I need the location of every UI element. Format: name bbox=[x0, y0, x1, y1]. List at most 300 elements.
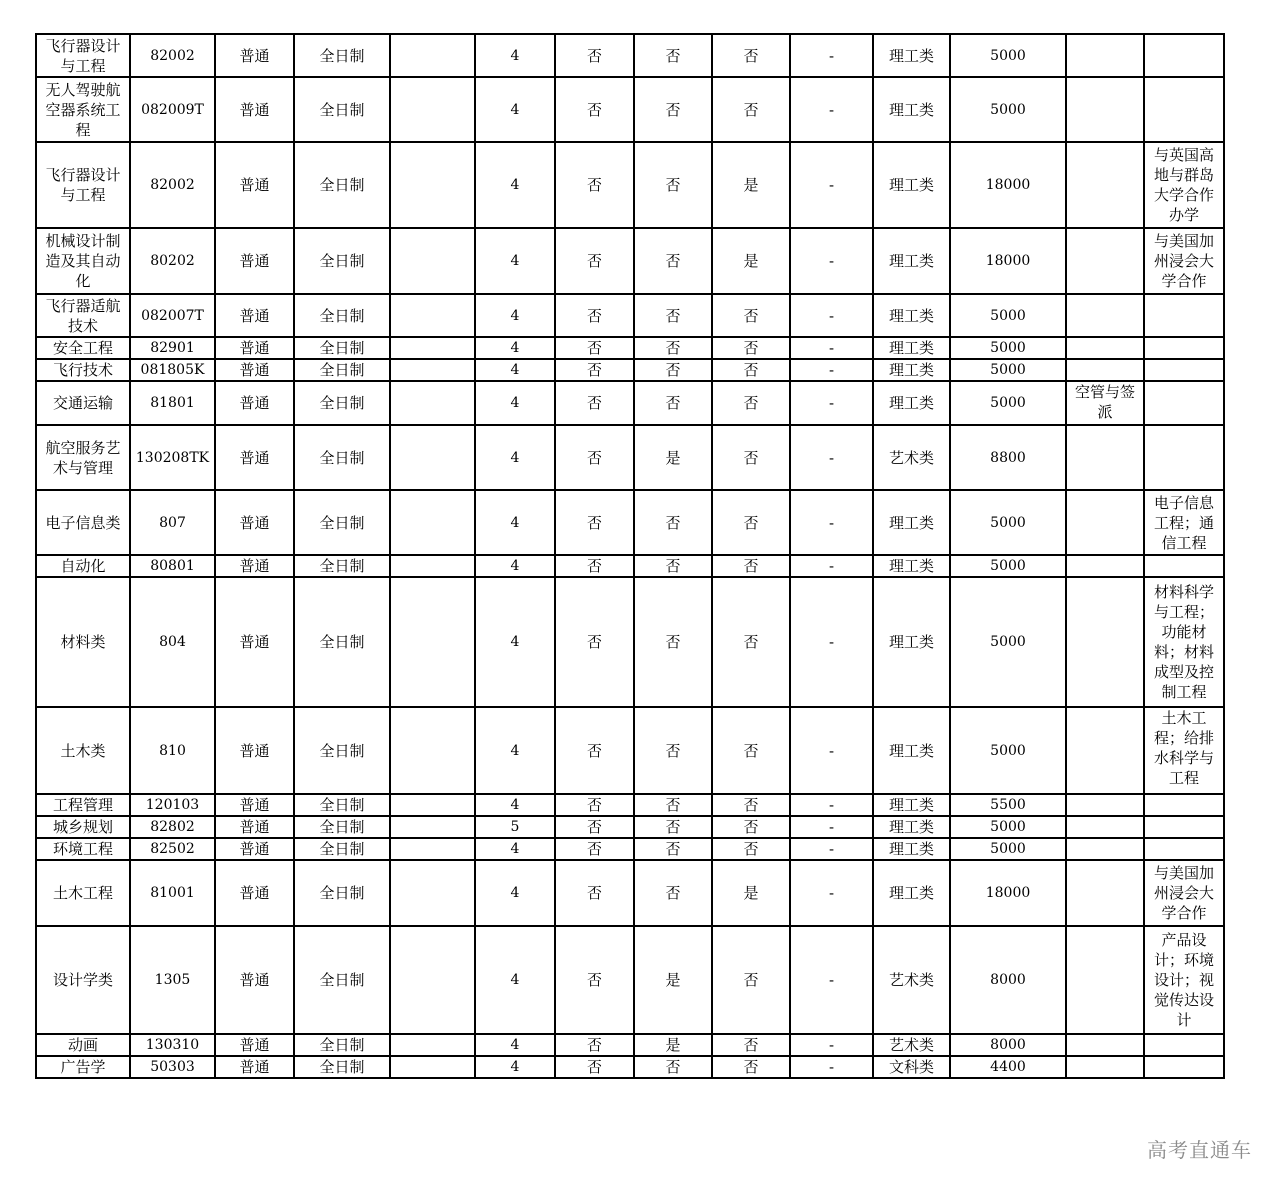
flag-cell: 否 bbox=[712, 294, 790, 337]
study-mode-cell: 全日制 bbox=[294, 77, 390, 142]
remarks-cell: 产品设计；环境设计；视觉传达设计 bbox=[1144, 926, 1224, 1034]
category-cell: 理工类 bbox=[873, 794, 950, 816]
tuition-cell: 5000 bbox=[950, 555, 1066, 577]
study-mode-cell: 全日制 bbox=[294, 359, 390, 381]
table-row bbox=[36, 77, 1224, 142]
flag-cell: 否 bbox=[634, 77, 712, 142]
flag-cell: 否 bbox=[555, 1056, 634, 1078]
blank-cell bbox=[390, 425, 475, 490]
blank-cell bbox=[390, 337, 475, 359]
category-cell: 理工类 bbox=[873, 860, 950, 926]
study-mode-cell: 全日制 bbox=[294, 838, 390, 860]
flag-cell: 否 bbox=[712, 359, 790, 381]
tuition-cell: 5000 bbox=[950, 77, 1066, 142]
blank-cell bbox=[390, 926, 475, 1034]
years-cell: 4 bbox=[475, 77, 555, 142]
study-mode-cell: 全日制 bbox=[294, 707, 390, 794]
watermark-text: 高考直通车 bbox=[1147, 1138, 1252, 1162]
years-cell: 4 bbox=[475, 337, 555, 359]
flag-cell: 否 bbox=[634, 294, 712, 337]
major-code-cell: 82002 bbox=[130, 142, 215, 228]
flag-cell: 否 bbox=[634, 577, 712, 707]
flag-cell: 否 bbox=[555, 294, 634, 337]
blank-cell bbox=[390, 816, 475, 838]
years-cell: 4 bbox=[475, 294, 555, 337]
years-cell: 4 bbox=[475, 555, 555, 577]
major-name-cell: 广告学 bbox=[36, 1056, 130, 1078]
dash-cell: - bbox=[790, 490, 873, 555]
major-code-cell: 80801 bbox=[130, 555, 215, 577]
remarks-cell bbox=[1144, 294, 1224, 337]
remarks-cell: 与美国加州浸会大学合作 bbox=[1144, 860, 1224, 926]
flag-cell: 否 bbox=[712, 577, 790, 707]
blank-cell bbox=[390, 1056, 475, 1078]
table-row bbox=[36, 816, 1224, 838]
level-cell: 普通 bbox=[215, 77, 294, 142]
dash-cell: - bbox=[790, 926, 873, 1034]
flag-cell: 否 bbox=[555, 926, 634, 1034]
level-cell: 普通 bbox=[215, 381, 294, 425]
table-row bbox=[36, 228, 1224, 294]
category-cell: 理工类 bbox=[873, 381, 950, 425]
dash-cell: - bbox=[790, 359, 873, 381]
flag-cell: 否 bbox=[555, 555, 634, 577]
direction-cell bbox=[1066, 337, 1144, 359]
blank-cell bbox=[390, 577, 475, 707]
major-name-cell: 设计学类 bbox=[36, 926, 130, 1034]
blank-cell bbox=[390, 228, 475, 294]
flag-cell: 是 bbox=[634, 425, 712, 490]
years-cell: 4 bbox=[475, 1034, 555, 1056]
years-cell: 4 bbox=[475, 838, 555, 860]
tuition-cell: 18000 bbox=[950, 860, 1066, 926]
flag-cell: 否 bbox=[712, 707, 790, 794]
study-mode-cell: 全日制 bbox=[294, 555, 390, 577]
direction-cell bbox=[1066, 425, 1144, 490]
direction-cell bbox=[1066, 794, 1144, 816]
major-code-cell: 804 bbox=[130, 577, 215, 707]
flag-cell: 否 bbox=[634, 381, 712, 425]
direction-cell bbox=[1066, 490, 1144, 555]
remarks-cell: 材料科学与工程；功能材料；材料成型及控制工程 bbox=[1144, 577, 1224, 707]
flag-cell: 否 bbox=[555, 794, 634, 816]
blank-cell bbox=[390, 490, 475, 555]
blank-cell bbox=[390, 1034, 475, 1056]
dash-cell: - bbox=[790, 294, 873, 337]
years-cell: 4 bbox=[475, 490, 555, 555]
flag-cell: 否 bbox=[712, 794, 790, 816]
major-name-cell: 土木工程 bbox=[36, 860, 130, 926]
table-row bbox=[36, 577, 1224, 707]
major-code-cell: 120103 bbox=[130, 794, 215, 816]
major-code-cell: 82901 bbox=[130, 337, 215, 359]
level-cell: 普通 bbox=[215, 337, 294, 359]
dash-cell: - bbox=[790, 1034, 873, 1056]
remarks-cell bbox=[1144, 838, 1224, 860]
major-code-cell: 81001 bbox=[130, 860, 215, 926]
table-row bbox=[36, 142, 1224, 228]
remarks-cell bbox=[1144, 816, 1224, 838]
years-cell: 4 bbox=[475, 794, 555, 816]
flag-cell: 否 bbox=[555, 381, 634, 425]
level-cell: 普通 bbox=[215, 1034, 294, 1056]
remarks-cell bbox=[1144, 359, 1224, 381]
table-row bbox=[36, 425, 1224, 490]
table-row bbox=[36, 860, 1224, 926]
major-code-cell: 82502 bbox=[130, 838, 215, 860]
level-cell: 普通 bbox=[215, 425, 294, 490]
flag-cell: 否 bbox=[712, 926, 790, 1034]
years-cell: 4 bbox=[475, 381, 555, 425]
flag-cell: 否 bbox=[712, 34, 790, 77]
years-cell: 4 bbox=[475, 926, 555, 1034]
flag-cell: 否 bbox=[634, 359, 712, 381]
dash-cell: - bbox=[790, 337, 873, 359]
tuition-cell: 5000 bbox=[950, 337, 1066, 359]
dash-cell: - bbox=[790, 794, 873, 816]
level-cell: 普通 bbox=[215, 555, 294, 577]
remarks-cell: 与英国高地与群岛大学合作办学 bbox=[1144, 142, 1224, 228]
major-name-cell: 飞行器设计与工程 bbox=[36, 142, 130, 228]
blank-cell bbox=[390, 707, 475, 794]
tuition-cell: 5000 bbox=[950, 294, 1066, 337]
blank-cell bbox=[390, 294, 475, 337]
dash-cell: - bbox=[790, 838, 873, 860]
flag-cell: 否 bbox=[555, 1034, 634, 1056]
flag-cell: 否 bbox=[555, 77, 634, 142]
major-code-cell: 81801 bbox=[130, 381, 215, 425]
flag-cell: 否 bbox=[555, 707, 634, 794]
major-name-cell: 自动化 bbox=[36, 555, 130, 577]
blank-cell bbox=[390, 860, 475, 926]
flag-cell: 否 bbox=[555, 34, 634, 77]
dash-cell: - bbox=[790, 34, 873, 77]
blank-cell bbox=[390, 794, 475, 816]
years-cell: 4 bbox=[475, 577, 555, 707]
study-mode-cell: 全日制 bbox=[294, 34, 390, 77]
major-name-cell: 飞行器适航技术 bbox=[36, 294, 130, 337]
flag-cell: 否 bbox=[555, 359, 634, 381]
flag-cell: 否 bbox=[634, 555, 712, 577]
remarks-cell bbox=[1144, 794, 1224, 816]
tuition-cell: 18000 bbox=[950, 142, 1066, 228]
flag-cell: 否 bbox=[634, 34, 712, 77]
major-code-cell: 807 bbox=[130, 490, 215, 555]
flag-cell: 否 bbox=[634, 228, 712, 294]
category-cell: 理工类 bbox=[873, 707, 950, 794]
flag-cell: 否 bbox=[555, 337, 634, 359]
flag-cell: 否 bbox=[712, 838, 790, 860]
table-row bbox=[36, 294, 1224, 337]
remarks-cell: 土木工程；给排水科学与工程 bbox=[1144, 707, 1224, 794]
direction-cell bbox=[1066, 142, 1144, 228]
level-cell: 普通 bbox=[215, 490, 294, 555]
category-cell: 理工类 bbox=[873, 359, 950, 381]
flag-cell: 否 bbox=[634, 1056, 712, 1078]
level-cell: 普通 bbox=[215, 577, 294, 707]
level-cell: 普通 bbox=[215, 860, 294, 926]
remarks-cell bbox=[1144, 555, 1224, 577]
major-name-cell: 航空服务艺术与管理 bbox=[36, 425, 130, 490]
tuition-cell: 18000 bbox=[950, 228, 1066, 294]
major-name-cell: 飞行器设计与工程 bbox=[36, 34, 130, 77]
direction-cell bbox=[1066, 707, 1144, 794]
tuition-cell: 8800 bbox=[950, 425, 1066, 490]
years-cell: 4 bbox=[475, 1056, 555, 1078]
direction-cell bbox=[1066, 926, 1144, 1034]
major-name-cell: 飞行技术 bbox=[36, 359, 130, 381]
category-cell: 理工类 bbox=[873, 555, 950, 577]
study-mode-cell: 全日制 bbox=[294, 1056, 390, 1078]
dash-cell: - bbox=[790, 577, 873, 707]
flag-cell: 否 bbox=[712, 337, 790, 359]
level-cell: 普通 bbox=[215, 228, 294, 294]
tuition-cell: 5000 bbox=[950, 490, 1066, 555]
remarks-cell bbox=[1144, 1056, 1224, 1078]
years-cell: 4 bbox=[475, 425, 555, 490]
major-name-cell: 安全工程 bbox=[36, 337, 130, 359]
major-code-cell: 130310 bbox=[130, 1034, 215, 1056]
tuition-cell: 5000 bbox=[950, 359, 1066, 381]
dash-cell: - bbox=[790, 555, 873, 577]
tuition-cell: 5000 bbox=[950, 34, 1066, 77]
study-mode-cell: 全日制 bbox=[294, 381, 390, 425]
years-cell: 4 bbox=[475, 860, 555, 926]
tuition-cell: 5000 bbox=[950, 707, 1066, 794]
flag-cell: 否 bbox=[634, 707, 712, 794]
major-name-cell: 交通运输 bbox=[36, 381, 130, 425]
study-mode-cell: 全日制 bbox=[294, 228, 390, 294]
flag-cell: 否 bbox=[555, 425, 634, 490]
blank-cell bbox=[390, 77, 475, 142]
direction-cell bbox=[1066, 860, 1144, 926]
direction-cell bbox=[1066, 228, 1144, 294]
direction-cell bbox=[1066, 555, 1144, 577]
flag-cell: 否 bbox=[634, 816, 712, 838]
major-name-cell: 无人驾驶航空器系统工程 bbox=[36, 77, 130, 142]
remarks-cell bbox=[1144, 425, 1224, 490]
study-mode-cell: 全日制 bbox=[294, 926, 390, 1034]
study-mode-cell: 全日制 bbox=[294, 294, 390, 337]
direction-cell: 空管与签派 bbox=[1066, 381, 1144, 425]
study-mode-cell: 全日制 bbox=[294, 1034, 390, 1056]
study-mode-cell: 全日制 bbox=[294, 142, 390, 228]
flag-cell: 否 bbox=[712, 490, 790, 555]
dash-cell: - bbox=[790, 816, 873, 838]
flag-cell: 是 bbox=[634, 1034, 712, 1056]
years-cell: 4 bbox=[475, 359, 555, 381]
major-name-cell: 土木类 bbox=[36, 707, 130, 794]
table-row bbox=[36, 337, 1224, 359]
blank-cell bbox=[390, 142, 475, 228]
tuition-cell: 5000 bbox=[950, 381, 1066, 425]
category-cell: 理工类 bbox=[873, 77, 950, 142]
flag-cell: 否 bbox=[712, 555, 790, 577]
flag-cell: 否 bbox=[712, 77, 790, 142]
blank-cell bbox=[390, 359, 475, 381]
flag-cell: 否 bbox=[712, 1056, 790, 1078]
flag-cell: 是 bbox=[634, 926, 712, 1034]
major-code-cell: 82802 bbox=[130, 816, 215, 838]
major-code-cell: 50303 bbox=[130, 1056, 215, 1078]
study-mode-cell: 全日制 bbox=[294, 337, 390, 359]
major-code-cell: 082007T bbox=[130, 294, 215, 337]
table-row bbox=[36, 555, 1224, 577]
flag-cell: 否 bbox=[634, 794, 712, 816]
table-row bbox=[36, 1056, 1224, 1078]
flag-cell: 否 bbox=[555, 228, 634, 294]
level-cell: 普通 bbox=[215, 1056, 294, 1078]
flag-cell: 否 bbox=[634, 142, 712, 228]
major-name-cell: 电子信息类 bbox=[36, 490, 130, 555]
flag-cell: 否 bbox=[555, 142, 634, 228]
major-name-cell: 机械设计制造及其自动化 bbox=[36, 228, 130, 294]
table-row bbox=[36, 381, 1224, 425]
level-cell: 普通 bbox=[215, 926, 294, 1034]
study-mode-cell: 全日制 bbox=[294, 816, 390, 838]
dash-cell: - bbox=[790, 425, 873, 490]
study-mode-cell: 全日制 bbox=[294, 577, 390, 707]
major-code-cell: 80202 bbox=[130, 228, 215, 294]
blank-cell bbox=[390, 838, 475, 860]
major-name-cell: 动画 bbox=[36, 1034, 130, 1056]
level-cell: 普通 bbox=[215, 838, 294, 860]
category-cell: 理工类 bbox=[873, 142, 950, 228]
dash-cell: - bbox=[790, 77, 873, 142]
category-cell: 理工类 bbox=[873, 577, 950, 707]
dash-cell: - bbox=[790, 707, 873, 794]
remarks-cell bbox=[1144, 381, 1224, 425]
dash-cell: - bbox=[790, 142, 873, 228]
blank-cell bbox=[390, 381, 475, 425]
flag-cell: 是 bbox=[712, 228, 790, 294]
category-cell: 文科类 bbox=[873, 1056, 950, 1078]
study-mode-cell: 全日制 bbox=[294, 860, 390, 926]
category-cell: 艺术类 bbox=[873, 425, 950, 490]
table-row bbox=[36, 707, 1224, 794]
years-cell: 4 bbox=[475, 34, 555, 77]
table-row bbox=[36, 34, 1224, 77]
category-cell: 理工类 bbox=[873, 34, 950, 77]
flag-cell: 否 bbox=[555, 860, 634, 926]
major-name-cell: 城乡规划 bbox=[36, 816, 130, 838]
tuition-cell: 5000 bbox=[950, 577, 1066, 707]
category-cell: 艺术类 bbox=[873, 926, 950, 1034]
major-code-cell: 810 bbox=[130, 707, 215, 794]
remarks-cell: 与美国加州浸会大学合作 bbox=[1144, 228, 1224, 294]
table-row bbox=[36, 359, 1224, 381]
enrollment-table bbox=[35, 33, 1225, 1079]
flag-cell: 否 bbox=[712, 381, 790, 425]
level-cell: 普通 bbox=[215, 294, 294, 337]
flag-cell: 否 bbox=[712, 425, 790, 490]
level-cell: 普通 bbox=[215, 359, 294, 381]
direction-cell bbox=[1066, 838, 1144, 860]
flag-cell: 否 bbox=[634, 838, 712, 860]
dash-cell: - bbox=[790, 381, 873, 425]
direction-cell bbox=[1066, 359, 1144, 381]
major-code-cell: 1305 bbox=[130, 926, 215, 1034]
blank-cell bbox=[390, 34, 475, 77]
category-cell: 理工类 bbox=[873, 838, 950, 860]
flag-cell: 否 bbox=[555, 838, 634, 860]
blank-cell bbox=[390, 555, 475, 577]
remarks-cell: 电子信息工程；通信工程 bbox=[1144, 490, 1224, 555]
flag-cell: 否 bbox=[555, 577, 634, 707]
study-mode-cell: 全日制 bbox=[294, 794, 390, 816]
category-cell: 理工类 bbox=[873, 294, 950, 337]
direction-cell bbox=[1066, 34, 1144, 77]
remarks-cell bbox=[1144, 337, 1224, 359]
remarks-cell bbox=[1144, 77, 1224, 142]
major-code-cell: 081805K bbox=[130, 359, 215, 381]
table-row bbox=[36, 794, 1224, 816]
flag-cell: 是 bbox=[712, 860, 790, 926]
level-cell: 普通 bbox=[215, 816, 294, 838]
remarks-cell bbox=[1144, 1034, 1224, 1056]
table-row bbox=[36, 926, 1224, 1034]
dash-cell: - bbox=[790, 860, 873, 926]
remarks-cell bbox=[1144, 34, 1224, 77]
major-name-cell: 环境工程 bbox=[36, 838, 130, 860]
tuition-cell: 5000 bbox=[950, 838, 1066, 860]
tuition-cell: 5000 bbox=[950, 816, 1066, 838]
direction-cell bbox=[1066, 816, 1144, 838]
flag-cell: 否 bbox=[634, 337, 712, 359]
major-code-cell: 82002 bbox=[130, 34, 215, 77]
years-cell: 4 bbox=[475, 707, 555, 794]
flag-cell: 否 bbox=[712, 1034, 790, 1056]
category-cell: 理工类 bbox=[873, 337, 950, 359]
study-mode-cell: 全日制 bbox=[294, 490, 390, 555]
flag-cell: 否 bbox=[634, 490, 712, 555]
table-row bbox=[36, 490, 1224, 555]
dash-cell: - bbox=[790, 1056, 873, 1078]
direction-cell bbox=[1066, 294, 1144, 337]
table-row bbox=[36, 1034, 1224, 1056]
category-cell: 艺术类 bbox=[873, 1034, 950, 1056]
level-cell: 普通 bbox=[215, 142, 294, 228]
major-code-cell: 130208TK bbox=[130, 425, 215, 490]
category-cell: 理工类 bbox=[873, 228, 950, 294]
dash-cell: - bbox=[790, 228, 873, 294]
years-cell: 4 bbox=[475, 142, 555, 228]
tuition-cell: 8000 bbox=[950, 926, 1066, 1034]
level-cell: 普通 bbox=[215, 794, 294, 816]
study-mode-cell: 全日制 bbox=[294, 425, 390, 490]
tuition-cell: 5500 bbox=[950, 794, 1066, 816]
flag-cell: 否 bbox=[712, 816, 790, 838]
flag-cell: 否 bbox=[634, 860, 712, 926]
major-name-cell: 材料类 bbox=[36, 577, 130, 707]
years-cell: 5 bbox=[475, 816, 555, 838]
direction-cell bbox=[1066, 1056, 1144, 1078]
years-cell: 4 bbox=[475, 228, 555, 294]
direction-cell bbox=[1066, 577, 1144, 707]
direction-cell bbox=[1066, 1034, 1144, 1056]
major-name-cell: 工程管理 bbox=[36, 794, 130, 816]
table-row bbox=[36, 838, 1224, 860]
tuition-cell: 8000 bbox=[950, 1034, 1066, 1056]
flag-cell: 是 bbox=[712, 142, 790, 228]
level-cell: 普通 bbox=[215, 707, 294, 794]
category-cell: 理工类 bbox=[873, 490, 950, 555]
major-code-cell: 082009T bbox=[130, 77, 215, 142]
direction-cell bbox=[1066, 77, 1144, 142]
flag-cell: 否 bbox=[555, 816, 634, 838]
tuition-cell: 4400 bbox=[950, 1056, 1066, 1078]
level-cell: 普通 bbox=[215, 34, 294, 77]
